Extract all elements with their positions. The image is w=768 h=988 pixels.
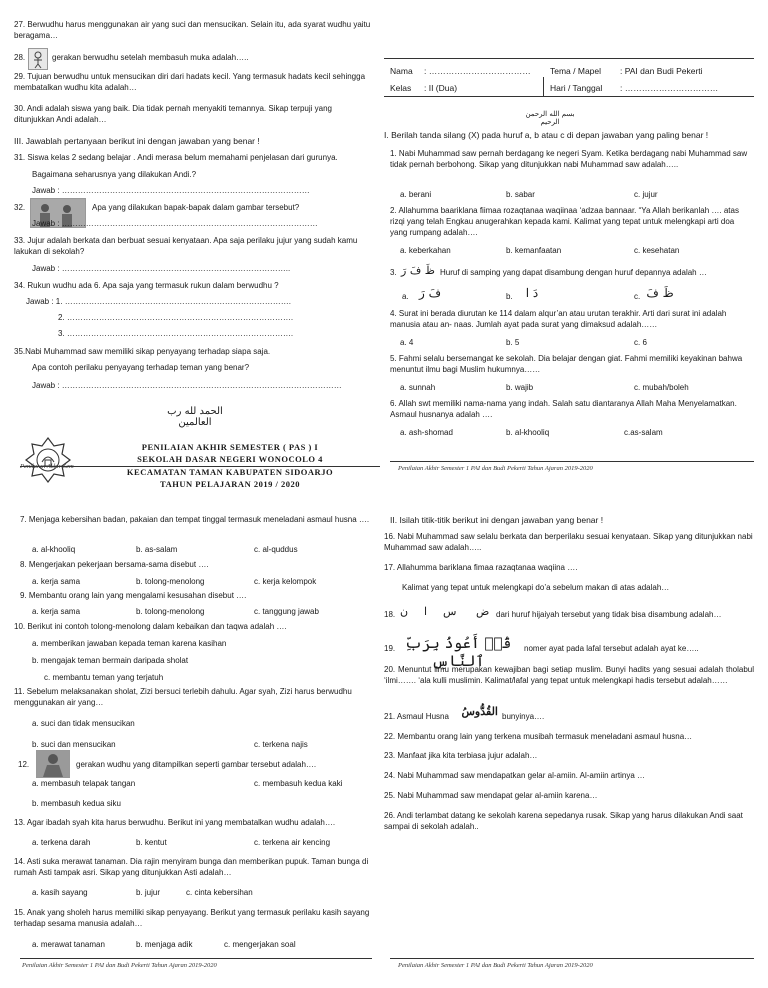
question-2: 2. Allahumma baariklana fiimaa rozaqtanaa waqiinaa ‘adzaa bannaar. “Ya Allah berikanlah …. atas rizqi yang telah Engkau anugerahkan kepada kami. Kalimat yang tepat untuk melengkapi arti doa yang rumpang adalah…. [390,206,739,237]
question-19: nomer ayat pada lafal tersebut adalah ayat ke….. [524,644,699,653]
exam-title-line-3: KECAMATAN TAMAN KABUPATEN SIDOARJO [126,466,334,477]
question-23: 23. Manfaat jika kita terbiasa jujur adalah… [384,751,538,760]
q7-option-b: b. as-salam [136,545,178,554]
right-top-footer: Penilaian Akhir Semester 1 PAI dan Budi Pekerti Tahun Ajaran 2019-2020 [398,465,593,472]
question-19-number: 19. [384,644,396,653]
question-16: 16. Nabi Muhammad saw selalu berkata dan berperilaku sesuai kenyataan. Sikap yang ditunjukkan nabi Muhammad saw adalah….. [384,532,753,552]
question-31-answer: Jawab : ………………………………………………………………………………… [32,186,310,195]
question-1: 1. Nabi Muhammad saw pernah berdagang ke negeri Syam. Ketika berdagang nabi Muhammad saw tidak pernah berbohong. Sikap yang ditunjukkan nabi Muhammad saw adalah….. [390,149,748,169]
q5-option-a: a. sunnah [400,383,436,392]
kelas-label: Kelas [390,83,412,93]
exam-title-line-2: SEKOLAH DASAR NEGERI WONOCOLO 4 [137,454,323,465]
question-8: 8. Mengerjakan pekerjaan bersama-sama disebut …. [20,560,209,569]
question-33-answer: Jawab : ………………………………………………………………………….. [32,264,291,273]
question-3-number: 3. [390,268,397,277]
question-31-b: Bagaimana seharusnya yang dilakukan Andi.? [32,170,197,179]
q3-option-a-label: a. [402,292,409,301]
question-35-answer: Jawab : …………………………………………………………………………………………… [32,381,342,390]
exam-title-line-4: TAHUN PELAJARAN 2019 / 2020 [160,478,300,489]
q4-option-c: c. 6 [634,338,647,347]
question-32: Apa yang dilakukan bapak-bapak dalam gambar tersebut? [92,203,300,212]
q1-option-c: c. jujur [634,190,658,199]
question-34-answer-2: 2. …………………………………………………………………………. [58,313,294,322]
q10-option-a: a. memberikan jawaban kepada teman karena kasihan [32,639,227,648]
question-18-number: 18. [384,610,396,619]
q12-option-b: b. membasuh kedua siku [32,799,121,808]
q18-letter-alif: ا [424,605,428,618]
question-3-arabic: ظَ فَ رَ [401,264,435,277]
q5-option-c: c. mubah/boleh [634,383,689,392]
tema-field: : PAI dan Budi Pekerti [620,66,703,76]
question-12: gerakan wudhu yang ditampilkan seperti gambar tersebut adalah…. [76,760,317,769]
q2-option-a: a. keberkahan [400,246,451,255]
q15-option-b: b. menjaga adik [136,940,193,949]
question-21: 21. Asmaul Husna [384,712,449,721]
question-17: 17. Allahumma bariklana fimaa razaqtanaa waqiina …. [384,563,578,572]
question-4: 4. Surat ini berada diurutan ke 114 dalam alqur’an atau urutan terakhir. Arti dari surat ini adalah manusia atau an- naas. Jumlah ayat pada surat yang dimaksud adalah…… [390,309,727,329]
bismillah: بسم الله الرحمن الرحيم [525,110,575,126]
left-bottom-footer: Penilaian Akhir Semester 1 PAI dan Budi Pekerti Tahun Ajaran 2019-2020 [22,962,217,969]
q15-option-a: a. merawat tanaman [32,940,105,949]
q18-letter-dhad: ض [476,605,490,618]
q14-option-a: a. kasih sayang [32,888,88,897]
question-11: 11. Sebelum melaksanakan sholat, Zizi bersuci terlebih dahulu. Agar syah, Zizi harus berwudhu menggunakan air yang… [14,687,352,707]
q12-option-c: c. membasuh kedua kaki [254,779,343,788]
question-21-b: bunyinya…. [502,712,545,721]
question-30: 30. Andi adalah siswa yang baik. Dia tidak pernah menyakiti temannya. Sikap terpuji yang ditunjukkan Andi adalah… [14,104,332,124]
question-35: 35.Nabi Muhammad saw memiliki sikap penyayang terhadap siapa saja. [14,347,271,356]
hari-label: Hari / Tanggal [550,83,603,93]
question-32-answer: Jawab : …………………………………………………………………………………… [32,219,318,228]
question-34-answer-3: 3. …………………………………………………………………………. [58,329,294,338]
q14-option-b: b. jujur [136,888,161,897]
wudhu-picture-28 [28,48,48,70]
q11-option-a: a. suci dan tidak mensucikan [32,719,135,728]
question-31: 31. Siswa kelas 2 sedang belajar . Andi merasa belum memahami penjelasan dari gurunya. [14,153,338,162]
q11-option-b: b. suci dan mensucikan [32,740,116,749]
question-21-arabic: القُدُّوسُ [461,705,498,718]
nama-field: : ……………………………… [424,66,531,76]
q8-option-c: c. kerja kelompok [254,577,317,586]
q18-letter-sin: س [443,605,457,618]
question-35-b: Apa contoh perilaku penyayang terhadap teman yang benar? [32,363,250,372]
q11-option-c: c. terkena najis [254,740,308,749]
question-28-number: 28. [14,53,26,62]
q1-option-a: a. berani [400,190,432,199]
q15-option-c: c. mengerjakan soal [224,940,296,949]
question-3: Huruf di samping yang dapat disambung dengan huruf depannya adalah … [440,268,707,277]
question-20: 20. Menuntut ilmu merupakan kewajiban bagi setiap muslim. Bunyi hadits yang sesuai adalah tholabul ‘ilmi……. ‘ala kulli muslimin. Kalimat/lafal yang tepat untuk melengkapi hadis tersebut adalah…… [384,665,754,685]
q2-option-c: c. kesehatan [634,246,680,255]
section-3-heading: III. Jawablah pertanyaan berikut ini dengan jawaban yang benar ! [14,136,260,146]
section-1-heading: I. Berilah tanda silang (X) pada huruf a, b atau c di depan jawaban yang paling benar ! [384,130,709,140]
right-bottom-footer: Penilaian Akhir Semester 1 PAI dan Budi Pekerti Tahun Ajaran 2019-2020 [398,962,593,969]
question-6: 6. Allah swt memiliki nama-nama yang indah. Salah satu diantaranya Allah Maha Menyelamatkan. Asmaul husnanya adalah …. [390,399,737,419]
question-17-b: Kalimat yang tepat untuk melengkapi do’a sebelum makan di atas adalah… [402,583,670,592]
q9-option-c: c. tanggung jawab [254,607,319,616]
info-top-border [384,58,754,59]
question-27: 27. Berwudhu harus menggunakan air yang suci dan mensucikan. Selain itu, ada syarat wudhu yaitu beragama… [14,20,371,40]
q10-option-b: b. mengajak teman bermain daripada sholat [32,656,189,665]
question-19-arabic: قُلۡ أَعُوذُ بِرَبِّ ٱلنَّاسِ [404,634,512,670]
question-33: 33. Jujur adalah berkata dan berbuat sesuai kenyataan. Apa saja perilaku jujur yang sudah kamu lakukan di sekolah? [14,236,358,256]
tema-label: Tema / Mapel [550,66,602,76]
q3-option-b-arabic: دَ ا [525,286,539,300]
q10-option-c: c. membantu teman yang terjatuh [44,673,164,682]
q6-option-c: c.as-salam [624,428,663,437]
q12-option-a: a. membasuh telapak tangan [32,779,136,788]
info-column-divider [543,77,544,97]
question-22: 22. Membantu orang lain yang terkena musibah termasuk meneladani asmaul husna… [384,732,693,741]
question-5: 5. Fahmi selalu bersemangat ke sekolah. Dia belajar dengan giat. Fahmi memiliki keyakinan bahwa menuntut ilmu bagi Muslim hukumnya…… [390,354,743,374]
right-bottom-footer-rule [390,958,754,959]
q9-option-a: a. kerja sama [32,607,81,616]
wudhu-picture-12 [36,750,70,778]
question-10: 10. Berikut ini contoh tolong-menolong dalam kebaikan dan taqwa adalah …. [14,622,287,631]
q13-option-c: c. terkena air kencing [254,838,331,847]
q13-option-b: b. kentut [136,838,167,847]
q3-option-a-arabic: فَ رَ [418,286,442,300]
q4-option-a: a. 4 [400,338,414,347]
q13-option-a: a. terkena darah [32,838,91,847]
q4-option-b: b. 5 [506,338,520,347]
q1-option-b: b. sabar [506,190,535,199]
q5-option-b: b. wajib [506,383,534,392]
section-2-heading: II. Isilah titik-titik berikut ini dengan jawaban yang benar ! [390,515,604,525]
q3-option-c-label: c. [634,292,641,301]
question-34-answer-1: Jawab : 1. …………………………………………………………………………. [26,297,291,306]
q2-option-b: b. kemanfaatan [506,246,562,255]
question-12-number: 12. [18,760,30,769]
q14-option-c: c. cinta kebersihan [186,888,253,897]
kelas-field: : II (Dua) [424,83,458,93]
exam-title-line-1: PENILAIAN AKHIR SEMESTER ( PAS ) I [141,442,319,452]
q6-option-b: b. al-khooliq [506,428,550,437]
question-34: 34. Rukun wudhu ada 6. Apa saja yang termasuk rukun dalam berwudhu ? [14,281,279,290]
q7-option-c: c. al-quddus [254,545,298,554]
hari-field: : …………………………… [620,83,719,93]
q9-option-b: b. tolong-menolong [136,607,205,616]
q6-option-a: a. ash-shomad [400,428,453,437]
q7-option-a: a. al-khooliq [32,545,76,554]
q18-letter-nun: ن [400,605,409,618]
school-logo [24,436,72,484]
question-29: 29. Tujuan berwudhu untuk mensucikan diri dari hadats kecil. Yang termasuk hadats kecil sehingga membatalkan wudhu kita adalah… [14,72,366,92]
question-25: 25. Nabi Muhammad saw mendapat gelar al-amiin karena… [384,791,598,800]
q8-option-b: b. tolong-menolong [136,577,205,586]
right-top-footer-rule [390,461,754,462]
q3-option-b-label: b. [506,292,513,301]
question-7: 7. Menjaga kebersihan badan, pakaian dan tempat tinggal termasuk meneladani asmaul husna …. [20,515,370,524]
nama-label: Nama [390,66,413,76]
question-9: 9. Membantu orang lain yang mengalami kesusahan disebut …. [20,591,247,600]
question-26: 26. Andi terlambat datang ke sekolah karena sepedanya rusak. Sikap yang harus dilakukan Andi saat sampai di sekolah adalah.. [384,811,743,831]
info-bottom-border [384,96,754,97]
q3-option-c-arabic: ظَ فَ [646,286,674,300]
question-32-number: 32. [14,203,26,212]
header-divider [20,466,380,467]
closing-hamdalah: الحمد لله رب العالمين [167,406,223,428]
question-28: gerakan berwudhu setelah membasuh muka adalah….. [52,53,249,62]
q8-option-a: a. kerja sama [32,577,81,586]
question-15: 15. Anak yang sholeh harus memiliki sikap penyayang. Berikut yang termasuk perilaku kasih sayang terhadap sesama manusia adalah… [14,908,370,928]
question-18: dari huruf hijaiyah tersebut yang tidak bisa disambung adalah… [496,610,722,619]
left-bottom-footer-rule [20,958,372,959]
question-24: 24. Nabi Muhammad saw mendapatkan gelar al-amiin. Al-amiin artinya … [384,771,646,780]
question-13: 13. Agar ibadah syah kita harus berwudhu. Berikut ini yang membatalkan wudhu adalah…. [14,818,336,827]
question-14: 14. Asti suka merawat tanaman. Dia rajin menyiram bunga dan memberikan pupuk. Taman bunga di rumah Asti tampak asri. Sikap yang ditunjukkan Asti adalah… [14,857,369,877]
